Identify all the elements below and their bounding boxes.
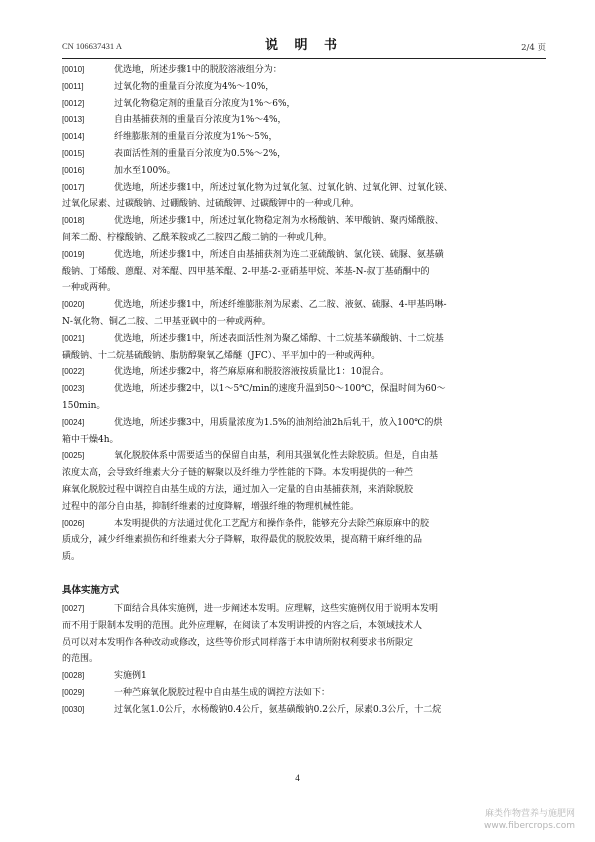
- paragraph-number: [0029]: [62, 687, 85, 697]
- paragraph: [62, 685, 550, 702]
- paragraph: [62, 129, 550, 146]
- document-title: 说 明 书: [264, 38, 344, 53]
- paragraph-text: 过氧化物的重量百分浓度为4%～10%，: [114, 81, 275, 92]
- paragraph-text: 优选地，所述步骤2中，以1～5℃/min的速度升温到50～100℃，保温时间为60～ 150min。: [62, 384, 446, 411]
- paragraph-number: [0016]: [62, 165, 85, 175]
- paragraph-number: [0020]: [62, 300, 85, 310]
- paragraph: [62, 146, 550, 163]
- paragraph-number: [0014]: [62, 132, 85, 142]
- paragraph-number: [0021]: [62, 333, 85, 343]
- paragraph-number: [0013]: [62, 115, 85, 125]
- paragraph-text: 纤维膨胀剂的重量百分浓度为1%～5%，: [114, 132, 278, 143]
- patent-number: CN 106637431 A: [62, 41, 122, 51]
- paragraph-number: [0017]: [62, 182, 85, 192]
- watermark-line-2: www.fibercrops.com: [484, 821, 575, 831]
- section-gap: [62, 566, 550, 582]
- paragraph: [62, 516, 550, 566]
- paragraph-number: [0024]: [62, 417, 85, 427]
- page-header: [62, 34, 546, 54]
- paragraph-text: 加水至100%。: [114, 165, 176, 176]
- paragraph-text: 优选地，所述步骤1中，所述自由基捕获剂为连二亚硫酸钠、氯化镁、硫脲、氨基磺 酸钠、丁烯酸、蒽醌、对苯醌、四甲基苯醌、2-甲基-2-亚硝基甲烷、苯基-N-叔丁基硝酮中的 一种或两种。: [62, 249, 444, 294]
- paragraph-number: [0012]: [62, 98, 85, 108]
- watermark: [484, 808, 575, 832]
- paragraph: [62, 702, 550, 719]
- paragraph-number: [0026]: [62, 518, 85, 528]
- paragraph-number: [0030]: [62, 704, 85, 714]
- paragraph: [62, 331, 550, 365]
- paragraph: [62, 180, 550, 214]
- paragraph-text: 一种苎麻氧化脱胶过程中自由基生成的调控方法如下：: [114, 687, 331, 698]
- paragraph-number: [0027]: [62, 603, 85, 613]
- paragraph-number: [0025]: [62, 451, 85, 461]
- paragraph-text: 过氧化物稳定剂的重量百分浓度为1%～6%，: [114, 98, 296, 109]
- paragraph-number: [0015]: [62, 148, 85, 158]
- paragraph-number: [0011]: [62, 81, 84, 91]
- paragraph-list: [62, 62, 550, 566]
- paragraph-text: 表面活性剂的重量百分浓度为0.5%～2%，: [114, 148, 287, 159]
- document-body: [62, 62, 550, 718]
- paragraph-text: 优选地，所述步骤1中，所述过氧化物为过氧化氢、过氧化钠、过氧化钾、过氧化镁、 过氧化尿素、过碳酸钠、过硼酸钠、过硫酸钾、过碳酸钾中的一种或几种。: [62, 182, 453, 210]
- paragraph-text: 优选地，所述步骤3中，用质量浓度为1.5%的油剂给油2h后轧干，放入100℃的烘 箱中干燥4h。: [62, 417, 443, 445]
- paragraph-number: [0010]: [62, 65, 85, 74]
- paragraph-number: [0023]: [62, 384, 85, 394]
- paragraph-text: 优选地，所述步骤1中，所述过氧化物稳定剂为水杨酸钠、苯甲酸钠、聚丙烯酰胺、 间苯二酚、柠檬酸钠、乙酰苯胺或乙二胺四乙酸二钠的一种或几种。: [62, 216, 444, 243]
- paragraph: [62, 381, 550, 415]
- paragraph: [62, 297, 550, 331]
- paragraph-number: [0022]: [62, 367, 85, 377]
- paragraph-text: 氧化脱胶体系中需要适当的保留自由基，利用其强氧化性去除胶质。但是，自由基 浓度太高，会导致纤维素大分子链的解聚以及纤维力学性能的下降。本发明提供的一种苎 麻氧化脱胶过程中调控自由基生成的方法，通过加入一定量的自由基捕获剂，来消除脱胶 过程中的部分自由基，抑制纤维素的过度降解，增强纤维的物理机械性能。: [62, 451, 439, 512]
- page-number: 4: [295, 773, 300, 783]
- paragraph: [62, 163, 550, 180]
- paragraph: [62, 247, 550, 297]
- paragraph-text: 下面结合具体实施例，进一步阐述本发明。应理解，这些实施例仅用于说明本发明 而不用于限制本发明的范围。此外应理解，在阅读了本发明讲授的内容之后，本领域技术人 员可以对本发明作各种改动或修改，这些等价形式同样落于本申请所附权利要求书所限定 的范围。: [62, 603, 439, 665]
- paragraph-text: 优选地，所述步骤2中，将苎麻原麻和脱胶溶液按质量比1：10混合。: [114, 367, 389, 378]
- paragraph: [62, 668, 550, 685]
- paragraph-number: [0018]: [62, 216, 85, 226]
- page-indicator: 2/4 页: [521, 43, 546, 53]
- paragraph: [62, 415, 550, 449]
- paragraph: [62, 448, 550, 515]
- paragraph-text: 实施例1: [114, 671, 147, 682]
- paragraph-text: 优选地，所述步骤1中，所述纤维膨胀剂为尿素、乙二胺、液氨、硫脲、4-甲基吗啉- N-氧化物、铜乙二胺、二甲基亚砜中的一种或两种。: [62, 300, 447, 327]
- watermark-line-1: 麻类作物营养与施肥网: [484, 809, 575, 819]
- paragraph: [62, 62, 550, 79]
- paragraph-text: 优选地，所述步骤1中，所述表面活性剂为聚乙烯醇、十二烷基苯磺酸钠、十二烷基 磺酸钠、十二烷基硫酸钠、脂肪醇聚氧乙烯醚（JFC）、平平加中的一种或两种。: [62, 333, 444, 361]
- section-title: 具体实施方式: [62, 584, 120, 596]
- header-divider: [62, 58, 546, 59]
- paragraph-text: 自由基捕获剂的重量百分浓度为1%～4%，: [114, 115, 287, 126]
- paragraph: [62, 96, 550, 113]
- paragraph: [62, 601, 550, 668]
- paragraph-text: 过氧化氢1.0公斤，水杨酸钠0.4公斤，氨基磺酸钠0.2公斤，尿素0.3公斤，十二烷: [114, 704, 442, 715]
- paragraph: [62, 364, 550, 381]
- paragraph-number: [0028]: [62, 671, 85, 681]
- paragraph: [62, 112, 550, 129]
- paragraph-text: 优选地，所述步骤1中的脱胶溶液组分为：: [114, 65, 282, 75]
- paragraph: [62, 79, 550, 96]
- paragraph-text: 本发明提供的方法通过优化工艺配方和操作条件，能够充分去除苎麻原麻中的胶 质成分，减少纤维素损伤和纤维素大分子降解，取得最优的脱胶效果，提高精干麻纤维的品 质。: [62, 518, 430, 563]
- paragraph-number: [0019]: [62, 249, 85, 259]
- paragraph-list-2: [62, 601, 550, 719]
- paragraph: [62, 213, 550, 247]
